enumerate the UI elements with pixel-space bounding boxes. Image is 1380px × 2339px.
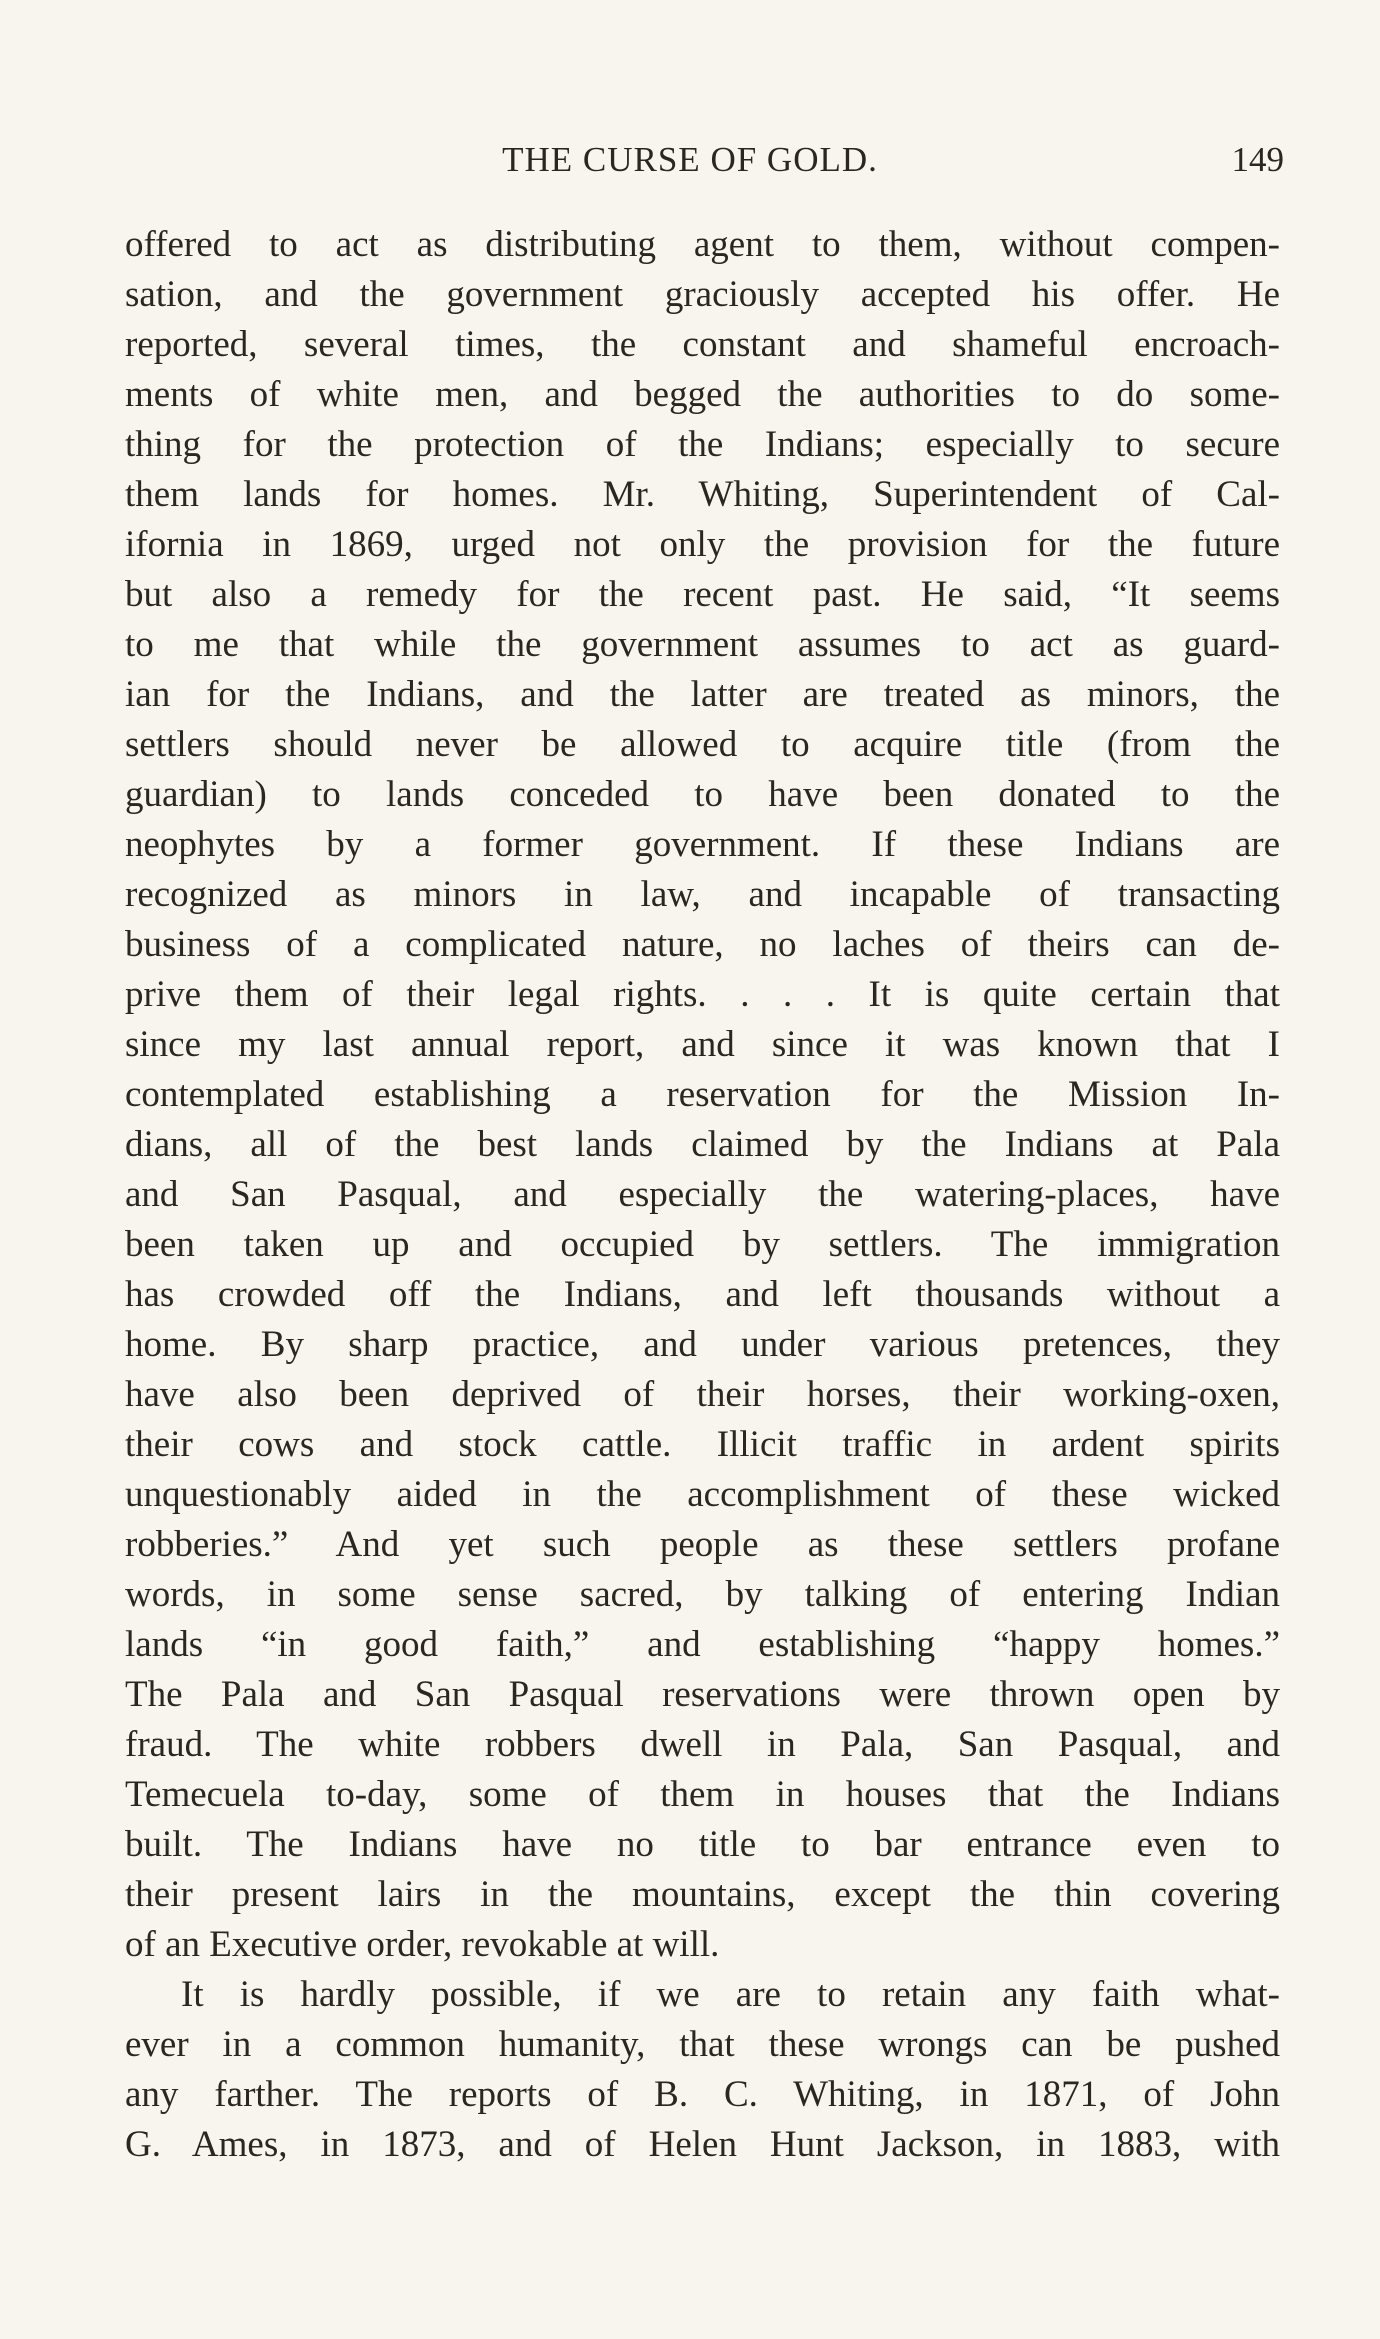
text-line: reported, several times, the constant and shameful encroach- bbox=[125, 324, 1280, 365]
text-line: business of a complicated nature, no laches of theirs can de- bbox=[125, 924, 1280, 965]
text-line: It is hardly possible, if we are to retain any faith what- bbox=[181, 1974, 1280, 2015]
text-line: since my last annual report, and since it was known that I bbox=[125, 1024, 1280, 1065]
text-line: them lands for homes. Mr. Whiting, Superintendent of Cal- bbox=[125, 474, 1280, 515]
page-number: 149 bbox=[1231, 140, 1284, 179]
text-line: and San Pasqual, and especially the watering-places, have bbox=[125, 1174, 1280, 1215]
text-line: settlers should never be allowed to acquire title (from the bbox=[125, 724, 1280, 765]
paragraph bbox=[125, 1970, 1280, 2170]
body-text bbox=[125, 220, 1280, 2170]
text-line: thing for the protection of the Indians; especially to secure bbox=[125, 424, 1280, 465]
text-line: guardian) to lands conceded to have been donated to the bbox=[125, 774, 1280, 815]
text-line: neophytes by a former government. If these Indians are bbox=[125, 824, 1280, 865]
text-line: The Pala and San Pasqual reservations were thrown open by bbox=[125, 1674, 1280, 1715]
text-line: prive them of their legal rights. . . . It is quite certain that bbox=[125, 974, 1280, 1015]
text-line: their cows and stock cattle. Illicit traffic in ardent spirits bbox=[125, 1424, 1280, 1465]
text-line: robberies.” And yet such people as these settlers profane bbox=[125, 1524, 1280, 1565]
text-line: built. The Indians have no title to bar entrance even to bbox=[125, 1824, 1280, 1865]
text-line: ian for the Indians, and the latter are treated as minors, the bbox=[125, 674, 1280, 715]
text-line: offered to act as distributing agent to them, without compen- bbox=[125, 224, 1280, 265]
text-line: but also a remedy for the recent past. He said, “It seems bbox=[125, 574, 1280, 615]
text-line: ever in a common humanity, that these wrongs can be pushed bbox=[125, 2024, 1280, 2065]
text-line: recognized as minors in law, and incapable of transacting bbox=[125, 874, 1280, 915]
text-line: words, in some sense sacred, by talking of entering Indian bbox=[125, 1574, 1280, 1615]
page-header bbox=[0, 140, 1380, 190]
text-line: have also been deprived of their horses, their working-oxen, bbox=[125, 1374, 1280, 1415]
paragraph bbox=[125, 220, 1280, 1970]
text-line: any farther. The reports of B. C. Whiting, in 1871, of John bbox=[125, 2074, 1280, 2115]
text-line: home. By sharp practice, and under various pretences, they bbox=[125, 1324, 1280, 1365]
text-line: contemplated establishing a reservation for the Mission In- bbox=[125, 1074, 1280, 1115]
text-line: to me that while the government assumes to act as guard- bbox=[125, 624, 1280, 665]
text-line: Temecuela to-day, some of them in houses that the Indians bbox=[125, 1774, 1280, 1815]
text-line: lands “in good faith,” and establishing “happy homes.” bbox=[125, 1624, 1280, 1665]
running-title: THE CURSE OF GOLD. bbox=[502, 140, 878, 179]
text-line: ifornia in 1869, urged not only the provision for the future bbox=[125, 524, 1280, 565]
text-line: sation, and the government graciously accepted his offer. He bbox=[125, 274, 1280, 315]
text-line: G. Ames, in 1873, and of Helen Hunt Jackson, in 1883, with bbox=[125, 2124, 1280, 2165]
text-line: their present lairs in the mountains, except the thin covering bbox=[125, 1874, 1280, 1915]
text-line: has crowded off the Indians, and left thousands without a bbox=[125, 1274, 1280, 1315]
text-line: fraud. The white robbers dwell in Pala, San Pasqual, and bbox=[125, 1724, 1280, 1765]
text-line: of an Executive order, revokable at will. bbox=[125, 1924, 720, 1965]
text-line: dians, all of the best lands claimed by the Indians at Pala bbox=[125, 1124, 1280, 1165]
text-line: been taken up and occupied by settlers. The immigration bbox=[125, 1224, 1280, 1265]
text-line: ments of white men, and begged the authorities to do some- bbox=[125, 374, 1280, 415]
text-line: unquestionably aided in the accomplishment of these wicked bbox=[125, 1474, 1280, 1515]
